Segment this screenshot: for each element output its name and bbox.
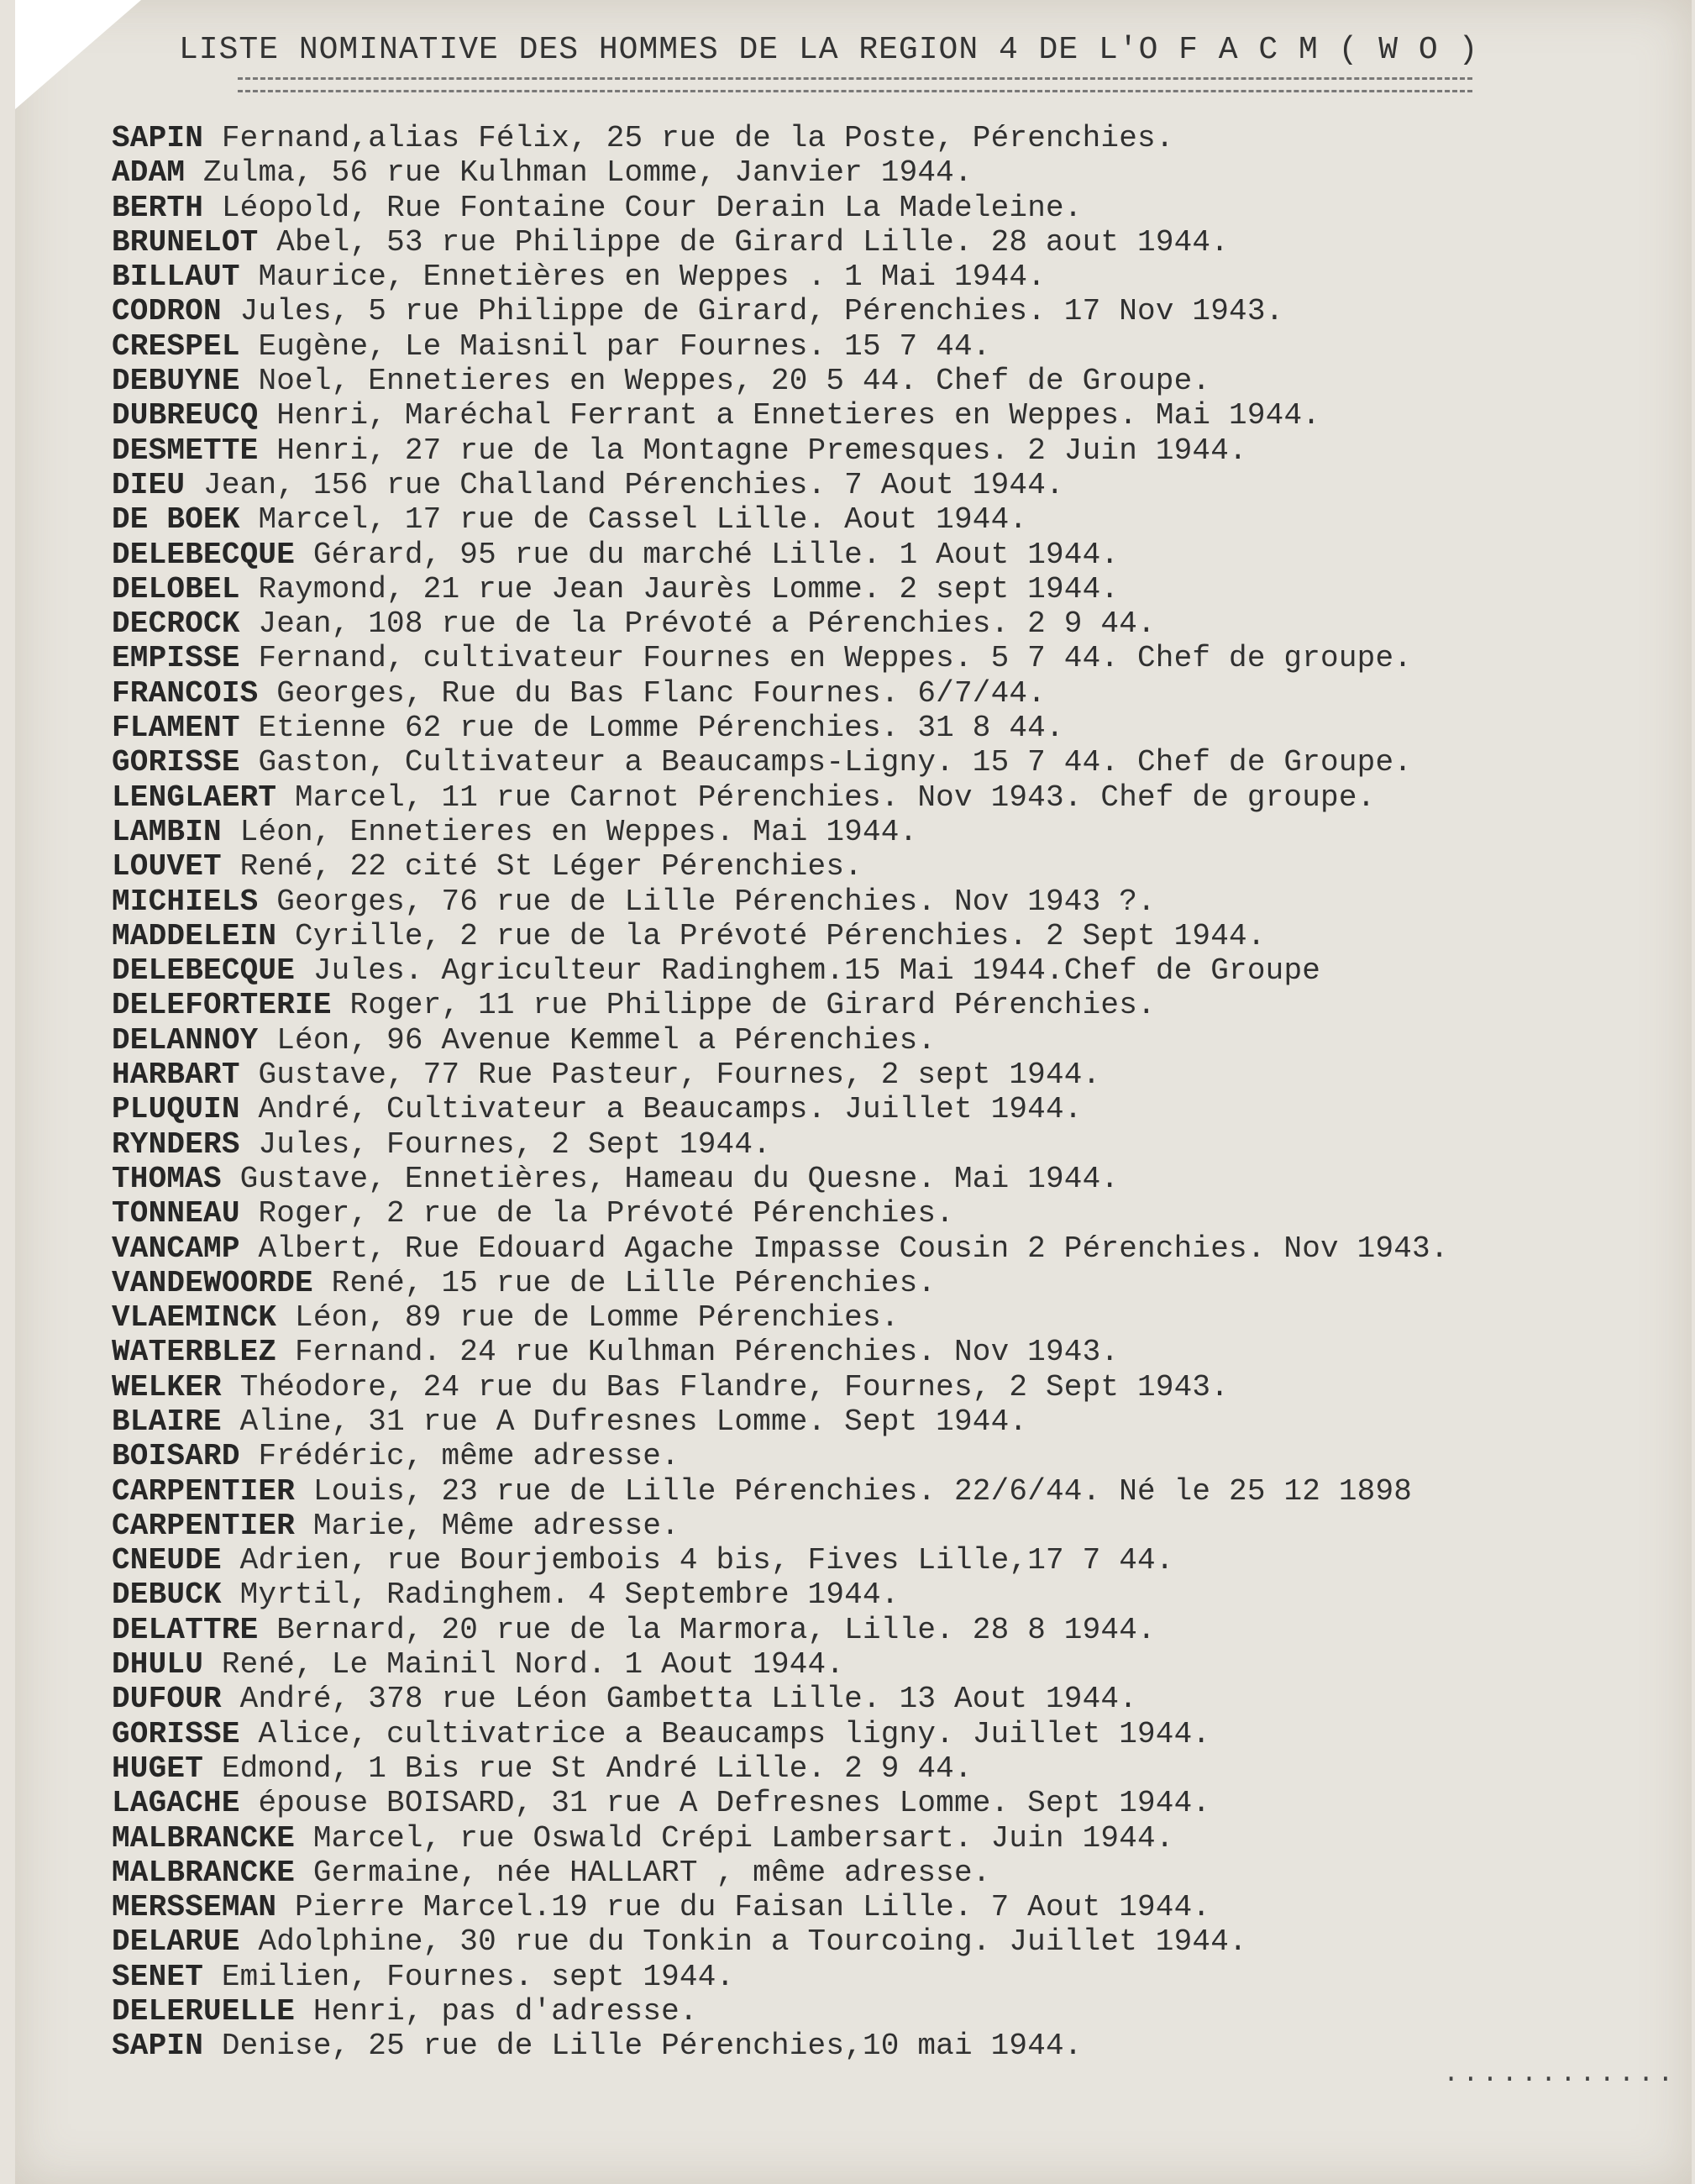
entry-details: Bernard, 20 rue de la Marmora, Lille. 28 8 1944.: [276, 1612, 1156, 1647]
entry-surname: BERTH: [112, 190, 204, 225]
entry-separator: [240, 606, 259, 641]
entry-separator: [240, 1127, 259, 1162]
list-item: [112, 1231, 1449, 1266]
list-item: [112, 1578, 1449, 1612]
list-item: [112, 329, 1449, 364]
entry-separator: [276, 1890, 295, 1924]
entry-separator: [222, 294, 240, 328]
entry-surname: HARBART: [112, 1058, 240, 1093]
list-item: [112, 988, 1449, 1022]
list-item: [112, 1266, 1449, 1300]
entry-details: Marcel, 17 rue de Cassel Lille. Aout 1944.: [258, 502, 1028, 538]
entry-details: Zulma, 56 rue Kulhman Lomme, Janvier 1944.: [203, 155, 973, 191]
list-item: [112, 1682, 1449, 1716]
list-item: [112, 1162, 1449, 1196]
entry-separator: [240, 260, 259, 294]
entry-details: Gaston, Cultivateur a Beaucamps-Ligny. 15 7 44. Chef de Groupe.: [258, 745, 1413, 780]
entry-details: Roger, 2 rue de la Prévoté Pérenchies.: [258, 1196, 954, 1231]
entry-separator: [203, 1960, 222, 1994]
entry-separator: [295, 1994, 313, 2029]
list-item: [112, 398, 1449, 433]
entry-surname: MICHIELS: [112, 884, 259, 919]
entry-surname: DUFOUR: [112, 1682, 222, 1717]
list-item: [112, 1890, 1449, 1924]
entry-details: Gérard, 95 rue du marché Lille. 1 Aout 1944.: [312, 537, 1120, 572]
list-item: [112, 1924, 1449, 1959]
entry-details: Marcel, 11 rue Carnot Pérenchies. Nov 1943. Chef de groupe.: [295, 780, 1376, 815]
entry-details: Jules, 5 rue Philippe de Girard, Pérenchies. 17 Nov 1943.: [239, 294, 1284, 329]
entry-details: Alice, cultivatrice a Beaucamps ligny. Juillet 1944.: [258, 1716, 1211, 1751]
list-item: [112, 1717, 1449, 1751]
entry-details: Jean, 108 rue de la Prévoté a Pérenchies. 2 9 44.: [258, 606, 1156, 642]
entry-details: Fernand, cultivateur Fournes en Weppes. 5 7 44. Chef de groupe.: [258, 641, 1413, 676]
entry-separator: [222, 1162, 240, 1196]
list-item: [112, 780, 1449, 815]
list-item: [112, 849, 1449, 884]
list-item: [112, 919, 1449, 953]
list-item: [112, 1821, 1449, 1856]
entry-surname: LENGLAERT: [112, 780, 277, 815]
entry-separator: [258, 676, 276, 711]
document-page: [15, 0, 1692, 2184]
entry-surname: SENET: [112, 1959, 204, 1994]
entry-details: Léon, Ennetieres en Weppes. Mai 1944.: [239, 814, 918, 849]
entry-details: Léon, 96 Avenue Kemmel a Pérenchies.: [276, 1022, 937, 1058]
entry-separator: [295, 1821, 313, 1856]
entry-surname: FLAMENT: [112, 711, 240, 746]
entry-separator: [203, 191, 222, 225]
list-item: [112, 468, 1449, 502]
entry-details: Jean, 156 rue Challand Pérenchies. 7 Aout 1944.: [203, 467, 1064, 502]
entry-separator: [240, 1092, 259, 1126]
list-item: [112, 745, 1449, 780]
entry-separator: [240, 1196, 259, 1231]
entry-details: Roger, 11 rue Philippe de Girard Pérenchies.: [349, 988, 1156, 1023]
entry-details: Aline, 31 rue A Dufresnes Lomme. Sept 1944.: [239, 1404, 1028, 1439]
entry-surname: DELATTRE: [112, 1612, 259, 1647]
entry-separator: [222, 1543, 240, 1578]
entry-details: Emilien, Fournes. sept 1944.: [221, 1959, 735, 1994]
entry-surname: DELEBECQUE: [112, 537, 296, 572]
entry-surname: CNEUDE: [112, 1543, 222, 1578]
entry-details: épouse BOISARD, 31 rue A Defresnes Lomme. Sept 1944.: [258, 1786, 1211, 1821]
list-item: [112, 953, 1449, 988]
entry-surname: VLAEMINCK: [112, 1300, 277, 1336]
list-item: [112, 1960, 1449, 1994]
entry-surname: GORISSE: [112, 1716, 240, 1751]
list-item: [112, 155, 1449, 190]
entry-separator: [240, 364, 259, 398]
entry-details: Louis, 23 rue de Lille Pérenchies. 22/6/44. Né le 25 12 1898: [312, 1473, 1413, 1509]
entry-separator: [222, 1578, 240, 1612]
trailing-dots: ............: [1443, 2058, 1677, 2089]
entry-surname: DELEFORTERIE: [112, 988, 332, 1023]
entry-surname: DUBREUCQ: [112, 398, 259, 433]
list-item: [112, 260, 1449, 294]
entry-separator: [222, 849, 240, 884]
entry-surname: VANCAMP: [112, 1231, 240, 1266]
entry-surname: DHULU: [112, 1647, 204, 1683]
entry-details: Myrtil, Radinghem. 4 Septembre 1944.: [239, 1578, 900, 1613]
entry-separator: [240, 1231, 259, 1266]
entry-surname: DEBUYNE: [112, 364, 240, 399]
entry-details: Cyrille, 2 rue de la Prévoté Pérenchies. 2 Sept 1944.: [295, 918, 1266, 953]
entry-surname: DELARUE: [112, 1924, 240, 1960]
entry-surname: DESMETTE: [112, 433, 259, 468]
entry-separator: [240, 1924, 259, 1959]
member-list: [112, 121, 1449, 2064]
entry-surname: VANDEWOORDE: [112, 1265, 313, 1300]
entry-separator: [240, 329, 259, 364]
entry-details: Henri, pas d'adresse.: [312, 1994, 698, 2029]
entry-details: Albert, Rue Edouard Agache Impasse Cousin 2 Pérenchies. Nov 1943.: [258, 1231, 1449, 1266]
entry-separator: [222, 815, 240, 849]
list-item: [112, 606, 1449, 641]
list-item: [112, 1335, 1449, 1369]
entry-details: Georges, 76 rue de Lille Pérenchies. Nov 1943 ?.: [276, 884, 1156, 919]
list-item: [112, 538, 1449, 572]
entry-surname: WATERBLEZ: [112, 1335, 277, 1370]
entry-details: Etienne 62 rue de Lomme Pérenchies. 31 8 44.: [258, 711, 1064, 746]
entry-details: Adrien, rue Bourjembois 4 bis, Fives Lille,17 7 44.: [239, 1543, 1174, 1578]
entry-details: Adolphine, 30 rue du Tonkin a Tourcoing. Juillet 1944.: [258, 1924, 1247, 1960]
entry-separator: [240, 1439, 259, 1473]
entry-surname: CODRON: [112, 294, 222, 329]
entry-surname: MERSSEMAN: [112, 1890, 277, 1925]
list-item: [112, 1751, 1449, 1786]
entry-details: Abel, 53 rue Philippe de Girard Lille. 28 aout 1944.: [276, 224, 1230, 260]
entry-details: Germaine, née HALLART , même adresse.: [312, 1855, 991, 1890]
list-item: [112, 815, 1449, 849]
entry-surname: CRESPEL: [112, 328, 240, 364]
entry-surname: BLAIRE: [112, 1404, 222, 1439]
list-item: [112, 1196, 1449, 1231]
entry-surname: MALBRANCKE: [112, 1855, 296, 1890]
entry-separator: [240, 711, 259, 745]
entry-details: Frédéric, même adresse.: [258, 1439, 680, 1474]
entry-details: Raymond, 21 rue Jean Jaurès Lomme. 2 sept 1944.: [258, 571, 1120, 606]
entry-separator: [258, 1023, 276, 1058]
list-item: [112, 191, 1449, 225]
torn-corner: [15, 0, 141, 109]
entry-details: Jules. Agriculteur Radinghem.15 Mai 1944.Chef de Groupe: [312, 953, 1321, 989]
entry-surname: SAPIN: [112, 2029, 204, 2064]
entry-surname: DELANNOY: [112, 1022, 259, 1058]
entry-details: André, 378 rue Léon Gambetta Lille. 13 Aout 1944.: [239, 1682, 1138, 1717]
entry-surname: DELEBECQUE: [112, 953, 296, 989]
entry-details: Eugène, Le Maisnil par Fournes. 15 7 44.: [258, 328, 991, 364]
entry-details: Marcel, rue Oswald Crépi Lambersart. Juin 1944.: [312, 1820, 1174, 1856]
entry-surname: LOUVET: [112, 849, 222, 885]
list-item: [112, 1300, 1449, 1335]
entry-details: Fernand,alias Félix, 25 rue de la Poste, Pérenchies.: [221, 121, 1174, 155]
entry-details: Gustave, Ennetières, Hameau du Quesne. Mai 1944.: [239, 1161, 1120, 1196]
list-item: [112, 2029, 1449, 2063]
entry-separator: [240, 1717, 259, 1751]
list-item: [112, 1023, 1449, 1058]
entry-separator: [203, 2029, 222, 2063]
entry-separator: [276, 1335, 295, 1369]
entry-surname: RYNDERS: [112, 1126, 240, 1162]
document-title: LISTE NOMINATIVE DES HOMMES DE LA REGION 4 DE L'O F A C M ( W O ): [179, 32, 1479, 68]
entry-surname: CARPENTIER: [112, 1473, 296, 1509]
list-item: [112, 294, 1449, 328]
entry-surname: THOMAS: [112, 1161, 222, 1196]
entry-details: Fernand. 24 rue Kulhman Pérenchies. Nov 1943.: [295, 1335, 1120, 1370]
list-item: [112, 1647, 1449, 1682]
entry-separator: [185, 155, 203, 190]
entry-surname: PLUQUIN: [112, 1092, 240, 1127]
list-item: [112, 433, 1449, 468]
entry-separator: [276, 919, 295, 953]
entry-surname: MALBRANCKE: [112, 1820, 296, 1856]
list-item: [112, 225, 1449, 260]
entry-details: Henri, 27 rue de la Montagne Premesques. 2 Juin 1944.: [276, 433, 1247, 468]
entry-separator: [203, 1751, 222, 1786]
entry-surname: GORISSE: [112, 745, 240, 780]
title-underline: [238, 77, 1472, 92]
entry-separator: [332, 988, 350, 1022]
entry-surname: BOISARD: [112, 1439, 240, 1474]
entry-surname: DIEU: [112, 467, 186, 502]
entry-surname: SAPIN: [112, 121, 204, 155]
entry-surname: HUGET: [112, 1751, 204, 1786]
list-item: [112, 711, 1449, 745]
list-item: [112, 572, 1449, 606]
list-item: [112, 885, 1449, 919]
list-item: [112, 1856, 1449, 1890]
entry-separator: [258, 885, 276, 919]
entry-details: René, 15 rue de Lille Pérenchies.: [331, 1265, 937, 1300]
entry-surname: TONNEAU: [112, 1196, 240, 1231]
entry-details: Edmond, 1 Bis rue St André Lille. 2 9 44.: [221, 1751, 973, 1786]
entry-details: Marie, Même adresse.: [312, 1508, 680, 1543]
entry-details: Maurice, Ennetières en Weppes . 1 Mai 1944.: [258, 260, 1046, 295]
entry-details: René, Le Mainil Nord. 1 Aout 1944.: [221, 1647, 845, 1683]
entry-surname: DEBUCK: [112, 1578, 222, 1613]
list-item: [112, 502, 1449, 537]
entry-separator: [222, 1682, 240, 1716]
list-item: [112, 1474, 1449, 1509]
entry-separator: [258, 398, 276, 433]
entry-separator: [203, 1647, 222, 1682]
list-item: [112, 1509, 1449, 1543]
entry-separator: [276, 1300, 295, 1335]
entry-surname: WELKER: [112, 1369, 222, 1404]
entry-details: Léopold, Rue Fontaine Cour Derain La Madeleine.: [221, 190, 1083, 225]
entry-surname: BRUNELOT: [112, 224, 259, 260]
list-item: [112, 1370, 1449, 1404]
entry-details: Jules, Fournes, 2 Sept 1944.: [258, 1126, 771, 1162]
entry-separator: [240, 572, 259, 606]
entry-details: Gustave, 77 Rue Pasteur, Fournes, 2 sept 1944.: [258, 1058, 1101, 1093]
entry-separator: [203, 121, 222, 155]
entry-surname: LAMBIN: [112, 814, 222, 849]
entry-surname: EMPISSE: [112, 641, 240, 676]
entry-surname: DE BOEK: [112, 502, 240, 538]
entry-separator: [240, 745, 259, 780]
entry-separator: [295, 1509, 313, 1543]
entry-details: René, 22 cité St Léger Pérenchies.: [239, 849, 863, 885]
entry-separator: [258, 1613, 276, 1647]
entry-surname: ADAM: [112, 155, 186, 191]
entry-surname: LAGACHE: [112, 1786, 240, 1821]
entry-separator: [240, 502, 259, 537]
list-item: [112, 1092, 1449, 1126]
entry-separator: [295, 1856, 313, 1890]
entry-details: Pierre Marcel.19 rue du Faisan Lille. 7 Aout 1944.: [295, 1890, 1211, 1925]
entry-details: Léon, 89 rue de Lomme Pérenchies.: [295, 1300, 900, 1336]
entry-details: Georges, Rue du Bas Flanc Fournes. 6/7/44.: [276, 675, 1046, 711]
entry-separator: [240, 1786, 259, 1820]
list-item: [112, 364, 1449, 398]
list-item: [112, 676, 1449, 711]
list-item: [112, 641, 1449, 675]
entry-separator: [295, 953, 313, 988]
list-item: [112, 121, 1449, 155]
entry-details: André, Cultivateur a Beaucamps. Juillet 1944.: [258, 1092, 1083, 1127]
entry-surname: BILLAUT: [112, 260, 240, 295]
entry-separator: [185, 468, 203, 502]
list-item: [112, 1994, 1449, 2029]
entry-surname: FRANCOIS: [112, 675, 259, 711]
entry-surname: DELERUELLE: [112, 1994, 296, 2029]
entry-surname: DELOBEL: [112, 571, 240, 606]
entry-separator: [222, 1370, 240, 1404]
entry-surname: CARPENTIER: [112, 1508, 296, 1543]
entry-details: Denise, 25 rue de Lille Pérenchies,10 mai 1944.: [221, 2029, 1083, 2064]
entry-separator: [295, 538, 313, 572]
entry-details: Henri, Maréchal Ferrant a Ennetieres en Weppes. Mai 1944.: [276, 398, 1321, 433]
entry-separator: [240, 1058, 259, 1092]
entry-separator: [258, 225, 276, 260]
entry-separator: [240, 641, 259, 675]
entry-details: Noel, Ennetieres en Weppes, 20 5 44. Chef de Groupe.: [258, 364, 1211, 399]
list-item: [112, 1058, 1449, 1092]
list-item: [112, 1439, 1449, 1473]
list-item: [112, 1613, 1449, 1647]
entry-details: Théodore, 24 rue du Bas Flandre, Fournes, 2 Sept 1943.: [239, 1369, 1230, 1404]
entry-surname: MADDELEIN: [112, 918, 277, 953]
list-item: [112, 1404, 1449, 1439]
list-item: [112, 1786, 1449, 1820]
entry-separator: [295, 1474, 313, 1509]
entry-surname: DECROCK: [112, 606, 240, 642]
entry-separator: [222, 1404, 240, 1439]
entry-separator: [276, 780, 295, 815]
entry-separator: [258, 433, 276, 468]
entry-separator: [313, 1266, 332, 1300]
list-item: [112, 1543, 1449, 1578]
list-item: [112, 1127, 1449, 1162]
